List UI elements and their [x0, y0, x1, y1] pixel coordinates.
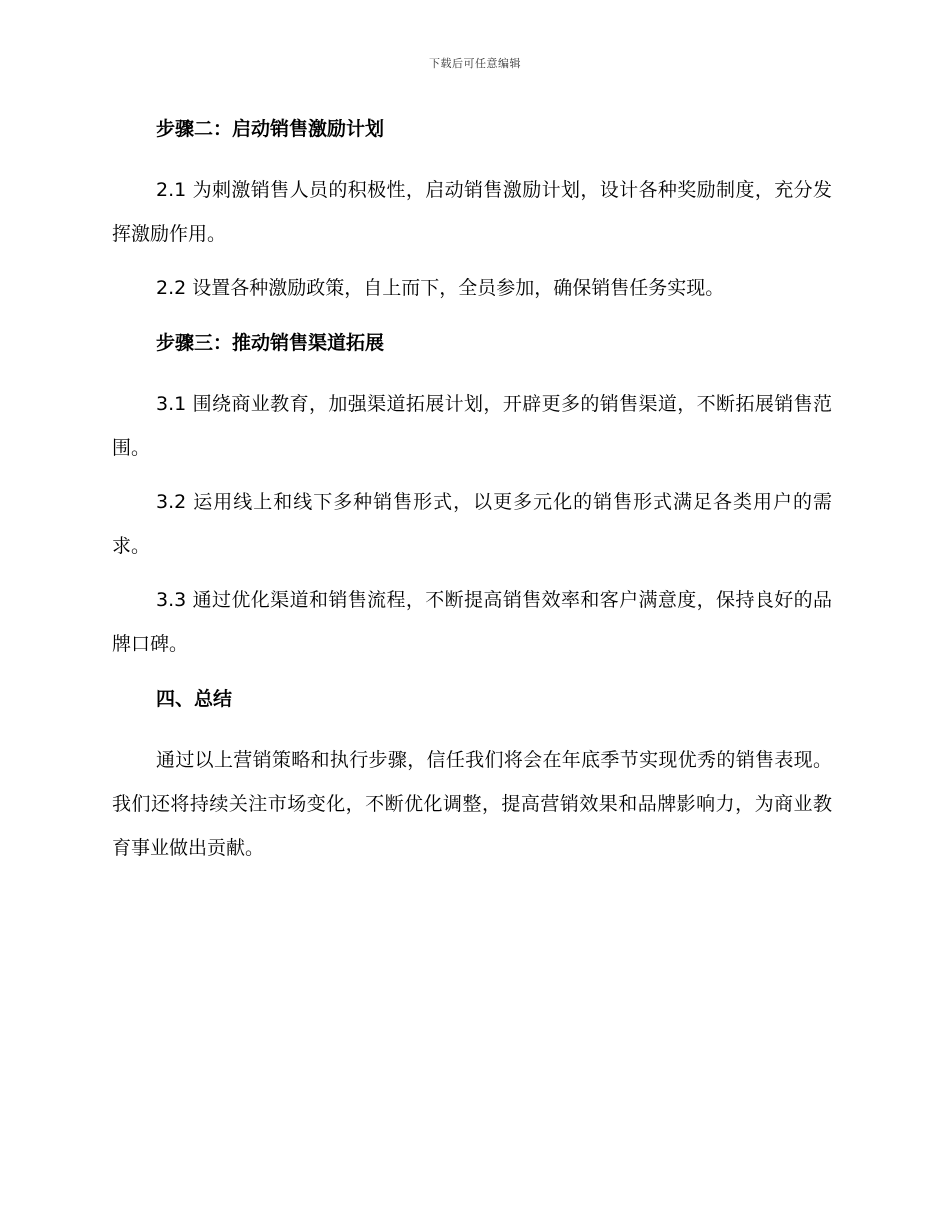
step2-paragraph-1: 2.1 为刺激销售人员的积极性，启动销售激励计划，设计各种奖励制度，充分发挥激励作用。: [112, 179, 832, 245]
document-body: [112, 112, 832, 880]
header-note: 下载后可任意编辑: [429, 57, 521, 70]
summary-heading: 四、总结: [156, 688, 233, 710]
step3-heading: 步骤三：推动销售渠道拓展: [156, 332, 385, 354]
step2-paragraph-2: 2.2 设置各种激励政策，自上而下，全员参加，确保销售任务实现。: [156, 277, 725, 299]
step2-heading: 步骤二：启动销售激励计划: [156, 118, 385, 140]
summary-paragraph: 通过以上营销策略和执行步骤，信任我们将会在年底季节实现优秀的销售表现。我们还将持续关注市场变化，不断优化调整，提高营销效果和品牌影响力，为商业教育事业做出贡献。: [112, 749, 832, 859]
step3-paragraph-2: 3.2 运用线上和线下多种销售形式，以更多元化的销售形式满足各类用户的需求。: [112, 491, 832, 557]
step3-paragraph-1: 3.1 围绕商业教育，加强渠道拓展计划，开辟更多的销售渠道，不断拓展销售范围。: [112, 393, 832, 459]
step3-paragraph-3: 3.3 通过优化渠道和销售流程，不断提高销售效率和客户满意度，保持良好的品牌口碑。: [112, 589, 832, 655]
